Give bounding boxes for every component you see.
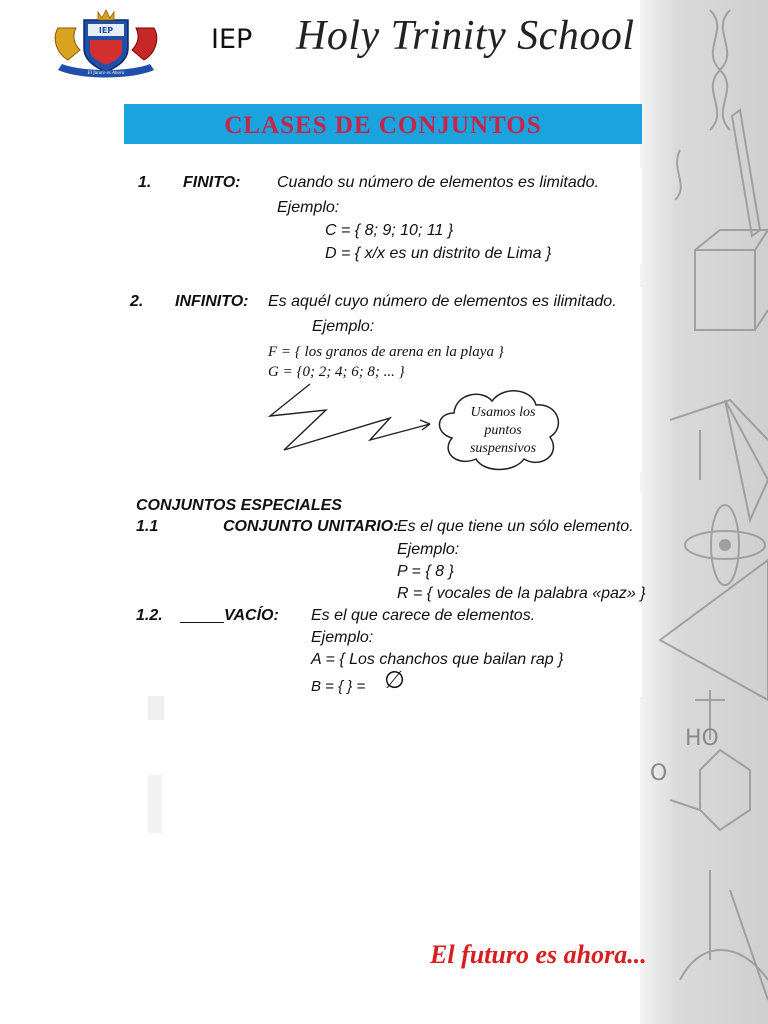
svg-text:O: O (650, 761, 668, 786)
example-line: R = { vocales de la palabra «paz» } (397, 585, 646, 602)
cloud-line: puntos (484, 423, 522, 438)
underline-blank (180, 622, 224, 623)
example-line: C = { 8; 9; 10; 11 } (325, 222, 454, 239)
school-name: Holy Trinity School (296, 13, 635, 59)
example-label: Ejemplo: (277, 199, 340, 216)
section-number: 1.1 (136, 518, 159, 535)
section-term: VACÍO: (224, 607, 279, 624)
section-definition: Es aquél cuyo número de elementos es ilimitado. (268, 293, 617, 310)
example-line: F = { los granos de arena en la playa } (268, 344, 504, 360)
school-logo (50, 8, 162, 80)
artifact (148, 696, 164, 720)
example-line: G = {0; 2; 4; 6; 8; ... } (268, 364, 405, 380)
cloud-line: suspensivos (469, 441, 537, 456)
example-line: D = { x/x es un distrito de Lima } (325, 245, 552, 262)
zigzag-arrow-icon (260, 380, 450, 460)
section-term: FINITO: (183, 174, 241, 191)
section-number: 1.2. (136, 607, 163, 624)
section-term: CONJUNTO UNITARIO: (223, 518, 399, 535)
cloud-text (452, 404, 554, 458)
svg-text:HO: HO (685, 726, 719, 751)
svg-text:El futuro es Ahora: El futuro es Ahora (87, 71, 125, 76)
section-definition: Es el que tiene un sólo elemento. (397, 518, 634, 535)
section-term: INFINITO: (175, 293, 249, 310)
section-number: 2. (130, 293, 144, 310)
section-number: 1. (138, 174, 152, 191)
empty-set-symbol: ∅ (384, 666, 405, 694)
example-label: Ejemplo: (397, 541, 460, 558)
svg-text:IEP: IEP (98, 26, 114, 35)
example-line: A = { Los chanchos que bailan rap } (311, 651, 564, 668)
example-label: Ejemplo: (312, 318, 375, 335)
example-label: Ejemplo: (311, 629, 374, 646)
example-line: P = { 8 } (397, 563, 454, 580)
section-heading: CONJUNTOS ESPECIALES (136, 497, 342, 514)
science-doodles-icon (640, 0, 768, 1024)
title-banner (124, 104, 642, 144)
artifact (148, 775, 162, 833)
section-definition: Cuando su número de elementos es limitado. (277, 174, 599, 191)
decorative-side-band (640, 0, 768, 1024)
page-title: CLASES DE CONJUNTOS (224, 112, 542, 139)
iep-label: IEP (211, 24, 253, 55)
section-definition: Es el que carece de elementos. (311, 607, 536, 624)
footer-slogan: El futuro es ahora... (430, 940, 647, 969)
cloud-line: Usamos los (470, 405, 536, 420)
example-line: B = { } = (311, 678, 366, 695)
